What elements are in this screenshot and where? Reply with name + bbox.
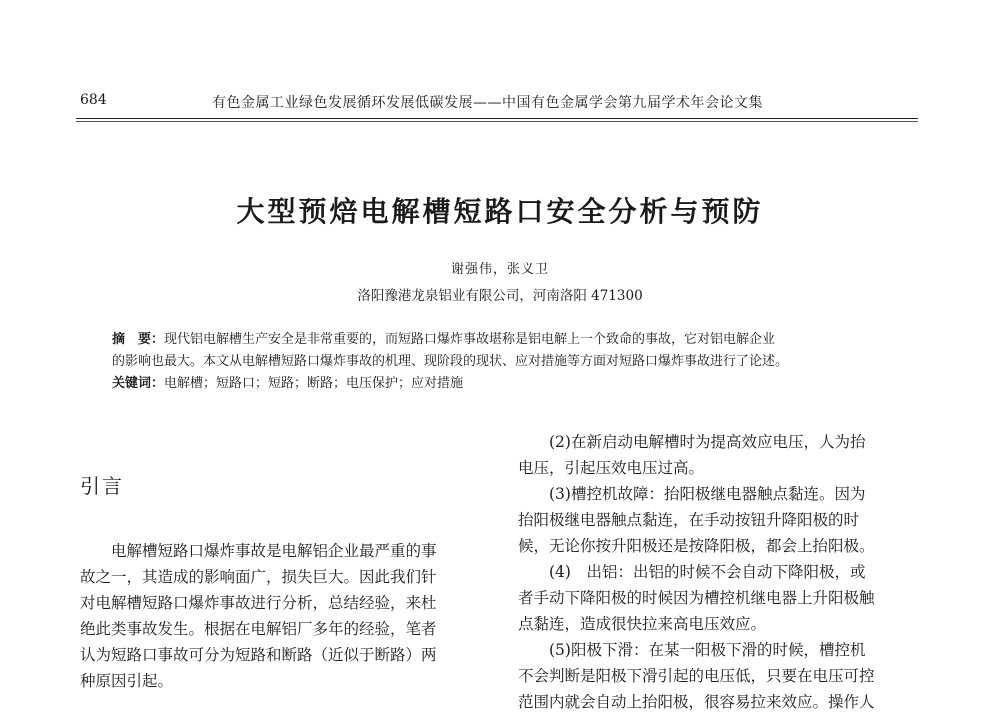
text-line: 对电解槽短路口爆炸事故进行分析，总结经验，来杜 [80, 594, 437, 612]
right-column [518, 429, 928, 715]
abstract-label: 摘 要： [112, 332, 165, 347]
text-line: 电解槽短路口爆炸事故是电解铝企业最严重的事 [111, 542, 437, 560]
keywords-text: 电解槽；短路口；短路；断路；电压保护；应对措施 [164, 376, 464, 391]
text-line: (3)槽控机故障：抬阳极继电器触点黏连。因为 [549, 485, 866, 503]
text-line: (2)在新启动电解槽时为提高效应电压，人为抬 [549, 433, 866, 451]
abstract-line: 的影响也最大。本文从电解槽短路口爆炸事故的机理、现阶段的现状、应对措施等方面对短路口爆炸事故进行了论述。 [112, 354, 789, 369]
text-line: 候，无论你按升阳极还是按降阳极，都会上抬阳极。 [518, 537, 875, 555]
text-line: 种原因引起。 [80, 672, 174, 690]
running-header: 有色金属工业绿色发展循环发展低碳发展——中国有色金属学会第九届学术年会论文集 [212, 95, 763, 111]
text-line: 绝此类事故发生。根据在电解铝厂多年的经验，笔者 [80, 620, 437, 638]
header-rule [76, 118, 918, 119]
text-line: 认为短路口事故可分为短路和断路（近似于断路）两 [80, 646, 437, 664]
text-line: 点黏连，造成很快拉来高电压效应。 [518, 615, 767, 633]
paper-title: 大型预焙电解槽短路口安全分析与预防 [236, 195, 764, 228]
text-line: (4) 出铝：出铝的时候不会自动下降阳极，或 [549, 563, 866, 581]
text-line: 不会判断是阳极下滑引起的电压低，只要在电压可控 [518, 667, 875, 685]
section-heading-intro: 引言 [80, 474, 124, 498]
text-line: 范围内就会自动上抬阳极，很容易拉来效应。操作人 [518, 693, 875, 711]
authors: 谢强伟，张义卫 [450, 262, 549, 277]
abstract-line [112, 329, 904, 351]
text-line: (5)阳极下滑：在某一阳极下滑的时候，槽控机 [549, 641, 866, 659]
keywords-label: 关键词： [112, 376, 165, 391]
text-line: 故之一，其造成的影响面广，损失巨大。因此我们针 [80, 568, 437, 586]
header-rule-thin [76, 121, 918, 122]
left-column [80, 538, 490, 694]
text-line: 电压，引起压效电压过高。 [518, 459, 705, 477]
abstract [112, 329, 904, 395]
abstract-text: 现代铝电解槽生产安全是非常重要的，而短路口爆炸事故堪称是铝电解上一个致命的事故，它对铝电解企业 [164, 332, 776, 347]
text-line: 抬阳极继电器触点黏连，在手动按钮升降阳极的时 [518, 511, 860, 529]
page-number: 684 [80, 92, 107, 108]
affiliation: 洛阳豫港龙泉铝业有限公司，河南洛阳 471300 [357, 288, 643, 304]
keywords-line [112, 373, 904, 395]
text-line: 者手动下降阳极的时候因为槽控机继电器上升阳极触 [518, 589, 875, 607]
